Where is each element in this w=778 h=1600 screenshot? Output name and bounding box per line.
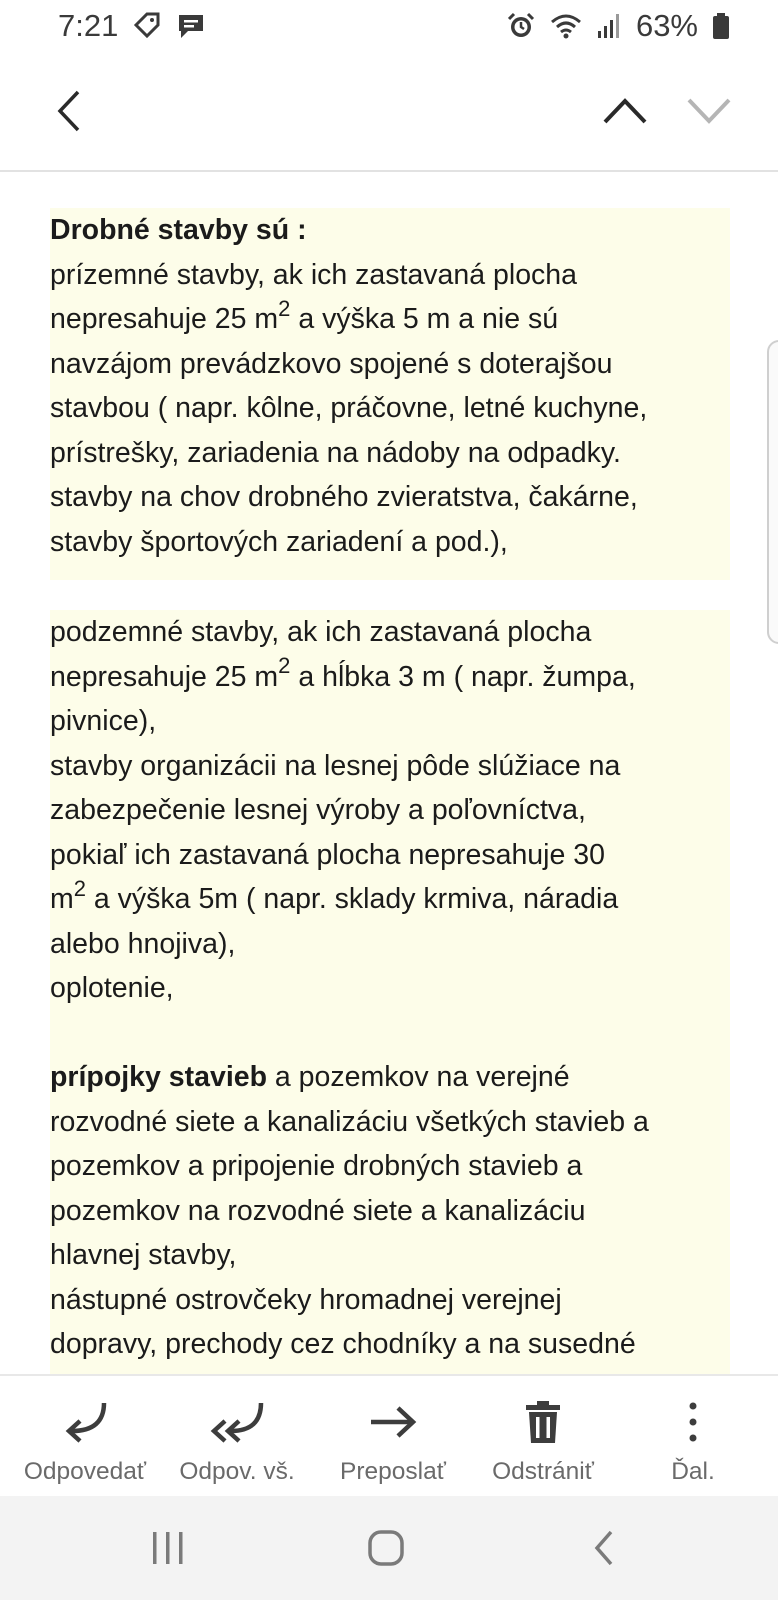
- home-icon: [366, 1528, 406, 1568]
- battery-percent: 63%: [635, 8, 698, 43]
- delete-button[interactable]: [478, 1376, 608, 1494]
- text-line: prístrešky, zariadenia na nádoby na odpadky.: [50, 436, 621, 469]
- reply-button[interactable]: [20, 1376, 150, 1494]
- email-block-2: [50, 610, 730, 1374]
- delete-label: Odstrániť: [492, 1458, 594, 1485]
- text-line: oplotenie,: [50, 972, 174, 1004]
- forward-button[interactable]: [328, 1376, 458, 1494]
- text-line: zabezpečenie lesnej výroby a poľovníctva,: [50, 794, 586, 826]
- chevron-down-icon: [686, 96, 732, 126]
- text-line: pokiaľ ich zastavaná plocha nepresahuje 30: [50, 838, 605, 871]
- more-button[interactable]: [628, 1376, 758, 1494]
- battery-icon: [712, 11, 730, 41]
- text-line: stavbou ( napr. kôlne, práčovne, letné kuchyne,: [50, 392, 648, 424]
- back-button[interactable]: [34, 76, 104, 146]
- text-line: pozemkov a pripojenie drobných stavieb a: [50, 1150, 583, 1182]
- tag-icon: [132, 11, 162, 41]
- text-line: alebo hnojiva),: [50, 927, 236, 960]
- block1-heading: Drobné stavby sú :: [50, 214, 307, 246]
- text-line: $m^2$ a výška 5m ( napr. sklady krmiva, náradia: [50, 875, 619, 915]
- text-line: stavby na chov drobného zvieratstva, čakárne,: [50, 481, 638, 513]
- signal-icon: [596, 11, 622, 41]
- wifi-icon: [550, 11, 582, 41]
- recent-apps-button[interactable]: [138, 1518, 198, 1578]
- text-line: prízemné stavby, ak ich zastavaná plocha: [50, 258, 577, 291]
- message-icon: [176, 11, 206, 41]
- next-email-button[interactable]: [674, 76, 744, 146]
- scrollbar-handle[interactable]: [767, 340, 778, 644]
- text-line: nepresahuje 25 $m^2$ a výška 5 m a nie sú: [50, 295, 559, 335]
- forward-label: Preposlať: [340, 1458, 446, 1485]
- action-bar: [0, 1374, 778, 1496]
- status-bar: [0, 0, 778, 52]
- text-line: stavby športových zariadení a pod.),: [50, 525, 508, 558]
- text-line: prípojky stavieb a pozemkov na verejné: [50, 1061, 570, 1093]
- system-navigation-bar: [0, 1496, 778, 1600]
- system-back-icon: [589, 1528, 619, 1568]
- trash-icon: [523, 1390, 563, 1454]
- text-line: rozvodné siete a kanalizáciu všetkých stavieb a: [50, 1105, 649, 1138]
- reply-all-button[interactable]: [172, 1376, 302, 1494]
- reply-label: Odpovedať: [23, 1458, 147, 1485]
- blank-line: [50, 1011, 730, 1056]
- app-bar: [0, 60, 778, 172]
- email-block-1: [50, 208, 730, 580]
- text-line: stavby organizácii na lesnej pôde slúžiace na: [50, 749, 621, 782]
- email-body[interactable]: [0, 174, 778, 1374]
- arrow-right-icon: [368, 1390, 418, 1454]
- alarm-icon: [506, 11, 536, 41]
- reply-icon: [60, 1390, 110, 1454]
- text-line: podzemné stavby, ak ich zastavaná plocha: [50, 616, 592, 648]
- status-right: [506, 8, 730, 44]
- system-back-button[interactable]: [574, 1518, 634, 1578]
- more-vertical-icon: [687, 1390, 699, 1454]
- home-button[interactable]: [356, 1518, 416, 1578]
- text-line: nástupné ostrovčeky hromadnej verejnej: [50, 1283, 562, 1316]
- text-line: dopravy, prechody cez chodníky a na susedné: [50, 1328, 636, 1360]
- chevron-left-icon: [54, 89, 84, 133]
- text-line: hlavnej stavby,: [50, 1239, 237, 1271]
- reply-all-icon: [207, 1390, 267, 1454]
- text-line: pozemkov na rozvodné siete a kanalizáciu: [50, 1194, 586, 1227]
- text-line: nepresahuje 25 $m^2$ a hĺbka 3 m ( napr. žumpa,: [50, 653, 636, 693]
- text-line: pivnice),: [50, 705, 157, 737]
- status-left: [58, 8, 206, 44]
- reply-all-label: Odpov. vš.: [179, 1458, 295, 1485]
- status-time: 7:21: [58, 8, 119, 43]
- text-line: navzájom prevádzkovo spojené s doterajšou: [50, 347, 613, 380]
- chevron-up-icon: [602, 96, 648, 126]
- more-label: Ďal.: [671, 1458, 715, 1485]
- previous-email-button[interactable]: [590, 76, 660, 146]
- recent-apps-icon: [150, 1530, 186, 1566]
